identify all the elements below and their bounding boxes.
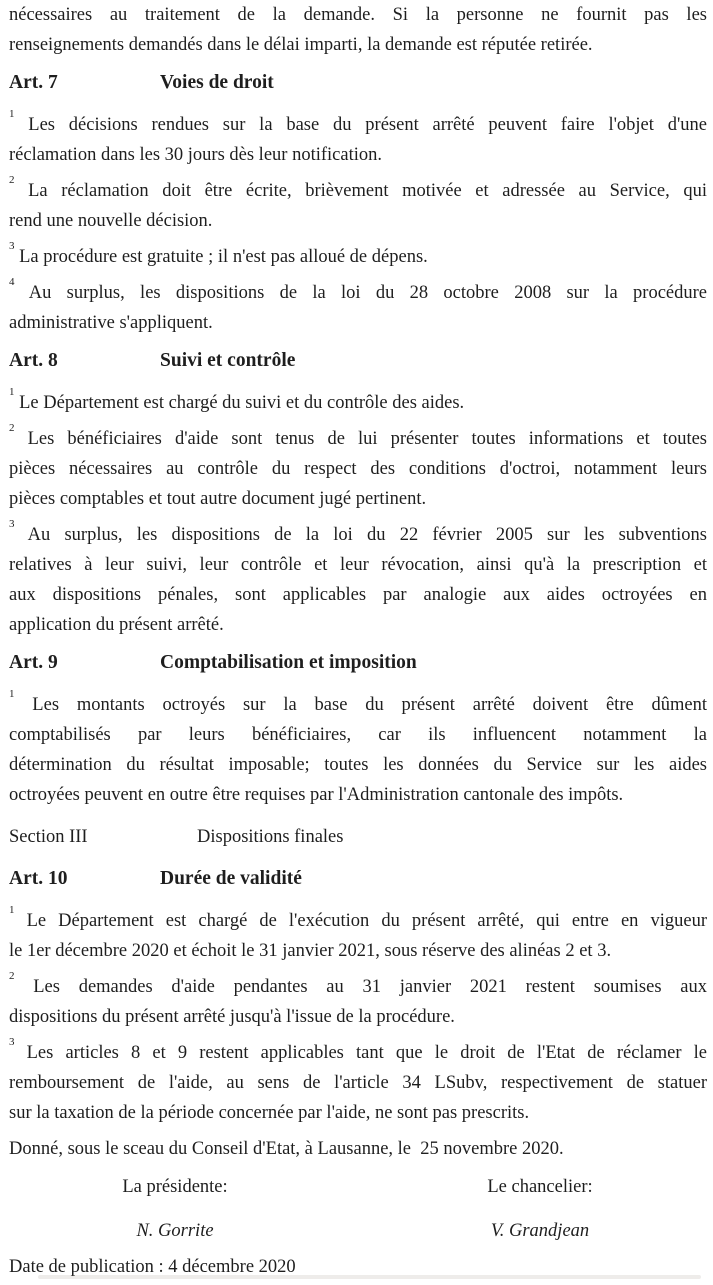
article-8-heading: [9, 346, 707, 376]
paragraph-art8-2: [9, 421, 707, 514]
text-line: aux dispositions pénales, sont applicables par analogie aux aides octroyées en: [9, 585, 707, 605]
closing-statement: [9, 1134, 707, 1164]
text-line: administrative s'appliquent.: [9, 313, 213, 333]
paragraph-art7-2: [9, 173, 707, 236]
article-7-heading: [9, 68, 707, 98]
paragraph-number-superscript: 3: [9, 1035, 15, 1048]
paragraph-number-superscript: 2: [9, 969, 15, 982]
text-line: sur la taxation de la période concernée par l'aide, ne sont pas prescrits.: [9, 1103, 530, 1123]
text-line: $^2$ Les bénéficiaires d'aide sont tenus de lui présenter toutes informations et toutes: [9, 421, 707, 449]
paragraph-number-superscript: 1: [9, 687, 15, 700]
text-line: $^2$ La réclamation doit être écrite, brièvement motivée et adressée au Service, qui: [9, 173, 707, 201]
text-line: détermination du résultat imposable; toutes les données du Service sur les aides: [9, 755, 707, 775]
article-10-number: Art. 10: [9, 868, 68, 889]
paragraph-number-superscript: 2: [9, 421, 15, 434]
text-line: $^1$ Les montants octroyés sur la base du présent arrêté doivent être dûment: [9, 687, 707, 715]
text-line: rend une nouvelle décision.: [9, 211, 213, 231]
text-line: dispositions du présent arrêté jusqu'à l'issue de la procédure.: [9, 1007, 455, 1027]
text-line: relatives à leur suivi, leur contrôle et leur révocation, ainsi qu'à la prescription et: [9, 555, 707, 575]
article-7-title: Voies de droit: [160, 72, 274, 93]
text-line: renseignements demandés dans le délai imparti, la demande est réputée retirée.: [9, 35, 593, 55]
article-9-number: Art. 9: [9, 652, 58, 673]
section-3-title: Dispositions finales: [197, 827, 344, 847]
signature-president: [60, 1172, 290, 1246]
paragraph-number-superscript: 1: [9, 903, 15, 916]
section-3-heading: [9, 822, 707, 852]
article-8-number: Art. 8: [9, 350, 58, 371]
text-line: $^4$ Au surplus, les dispositions de la loi du 28 octobre 2008 sur la procédure: [9, 275, 707, 303]
chancellor-role-label: Le chancelier:: [487, 1177, 593, 1197]
paragraph-number-superscript: 3: [9, 517, 15, 530]
text-line: réclamation dans les 30 jours dès leur notification.: [9, 145, 382, 165]
text-line: Donné, sous le sceau du Conseil d'Etat, à Lausanne, le 25 novembre 2020.: [9, 1139, 564, 1159]
paragraph-number-superscript: 1: [9, 385, 15, 398]
paragraph-art10-2: [9, 969, 707, 1032]
section-3-number: Section III: [9, 827, 88, 847]
president-role-label: La présidente:: [122, 1177, 228, 1197]
text-line: $^3$ Au surplus, les dispositions de la loi du 22 février 2005 sur les subventions: [9, 517, 707, 545]
text-line: $^1$ Le Département est chargé du suivi et du contrôle des aides.: [9, 385, 465, 413]
text-line: le 1er décembre 2020 et échoit le 31 janvier 2021, sous réserve des alinéas 2 et 3.: [9, 941, 612, 961]
text-line: application du présent arrêté.: [9, 615, 224, 635]
paragraph-art10-1: [9, 903, 707, 966]
text-line: $^3$ Les articles 8 et 9 restent applicables tant que le droit de l'Etat de réclamer le: [9, 1035, 707, 1063]
scan-artifact-line: [38, 1275, 701, 1279]
chancellor-signature-name: V. Grandjean: [490, 1221, 590, 1241]
paragraph-art8-3: [9, 517, 707, 640]
text-line: Date de publication : 4 décembre 2020: [9, 1257, 296, 1277]
paragraph-art8-1: [9, 385, 707, 418]
article-9-heading: [9, 648, 707, 678]
paragraph-art9-1: [9, 687, 707, 810]
paragraph-art7-1: [9, 107, 707, 170]
paragraph-number-superscript: 4: [9, 275, 15, 288]
paragraph-art7-3: [9, 239, 707, 272]
text-line: $^1$ Le Département est chargé de l'exécution du présent arrêté, qui entre en vigueur: [9, 903, 707, 931]
paragraph-number-superscript: 2: [9, 173, 15, 186]
text-line: $^1$ Les décisions rendues sur la base du présent arrêté peuvent faire l'objet d'une: [9, 107, 707, 135]
text-line: nécessaires au traitement de la demande. Si la personne ne fournit pas les: [9, 5, 707, 25]
text-line: $^3$ La procédure est gratuite ; il n'est pas alloué de dépens.: [9, 239, 428, 267]
president-signature-name: N. Gorrite: [136, 1221, 214, 1241]
signature-block: [9, 1172, 707, 1246]
paragraph-intro-continuation: [9, 0, 707, 60]
article-8-title: Suivi et contrôle: [160, 350, 296, 371]
article-10-title: Durée de validité: [160, 868, 302, 889]
text-line: comptabilisés par leurs bénéficiaires, car ils influencent notamment la: [9, 725, 707, 745]
text-line: octroyées peuvent en outre être requises par l'Administration cantonale des impôts.: [9, 785, 624, 805]
article-9-title: Comptabilisation et imposition: [160, 652, 417, 673]
signature-chancellor: [425, 1172, 655, 1246]
paragraph-art10-3: [9, 1035, 707, 1128]
paragraph-art7-4: [9, 275, 707, 338]
text-line: remboursement de l'aide, au sens de l'article 34 LSubv, respectivement de statuer: [9, 1073, 707, 1093]
article-7-number: Art. 7: [9, 72, 58, 93]
text-line: pièces comptables et tout autre document jugé pertinent.: [9, 489, 427, 509]
text-line: pièces nécessaires au contrôle du respect des conditions d'octroi, notamment leurs: [9, 459, 707, 479]
paragraph-number-superscript: 3: [9, 239, 15, 252]
article-10-heading: [9, 864, 707, 894]
text-line: $^2$ Les demandes d'aide pendantes au 31 janvier 2021 restent soumises aux: [9, 969, 707, 997]
paragraph-number-superscript: 1: [9, 107, 15, 120]
